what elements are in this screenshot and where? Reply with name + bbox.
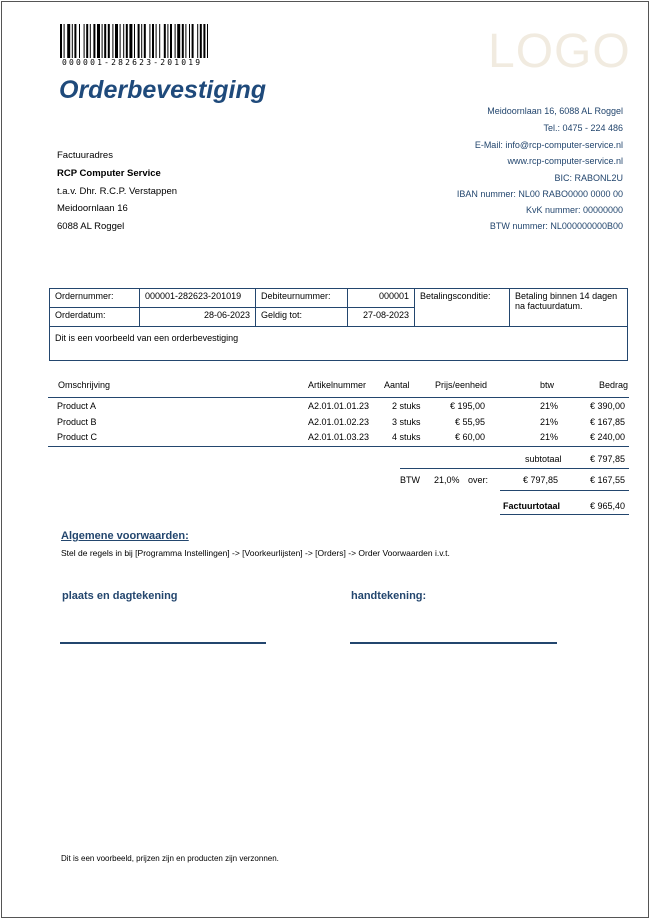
barcode: [60, 24, 282, 58]
billing-heading: Factuuradres: [57, 150, 113, 161]
vat-amount: € 167,55: [589, 475, 625, 485]
item-description: Product C: [57, 432, 98, 442]
subtotal-divider: [400, 468, 629, 469]
signature-line: [350, 642, 557, 644]
items-divider: [48, 446, 629, 447]
billing-street: Meidoornlaan 16: [57, 203, 128, 214]
col-unit-price: Prijs/eenheid: [435, 380, 488, 390]
vat-divider: [500, 490, 629, 491]
col-amount: Bedrag: [599, 380, 629, 390]
page: [1, 1, 649, 918]
item-vat: 21%: [539, 401, 558, 411]
header-divider: [48, 397, 629, 398]
vat-label: BTW: [400, 475, 420, 485]
col-quantity: Aantal: [384, 380, 410, 390]
total-label: Factuurtotaal: [503, 501, 561, 511]
item-unit-price: € 60,00: [454, 432, 485, 442]
debtor-number-label: Debiteurnummer:: [256, 289, 348, 308]
order-date-value: 28-06-2023: [140, 308, 256, 327]
order-note: Dit is een voorbeeld van een orderbevestiging: [50, 327, 628, 361]
order-date-label: Orderdatum:: [50, 308, 140, 327]
billing-company: RCP Computer Service: [57, 168, 161, 179]
terms-text: Stel de regels in bij [Programma Instellingen] -> [Voorkeurlijsten] -> [Orders] -> Order Voorwaarden i.v.t.: [61, 548, 450, 558]
col-article: Artikelnummer: [308, 380, 367, 390]
footer-note: Dit is een voorbeeld, prijzen zijn en producten zijn verzonnen.: [61, 854, 279, 863]
company-address: Meidoornlaan 16, 6088 AL Roggel: [487, 106, 623, 116]
item-article: A2.01.01.02.23: [308, 417, 370, 427]
billing-city: 6088 AL Roggel: [57, 221, 125, 232]
item-unit-price: € 55,95: [454, 417, 485, 427]
payment-condition-value: Betaling binnen 14 dagen na factuurdatum.: [510, 289, 628, 327]
item-vat: 21%: [539, 417, 558, 427]
vat-rate: 21,0%: [434, 475, 460, 485]
item-amount: € 167,85: [589, 417, 625, 427]
company-kvk: KvK nummer: 00000000: [525, 205, 623, 215]
item-quantity: 2 stuks: [392, 401, 421, 411]
company-phone: Tel.: 0475 - 224 486: [543, 123, 623, 133]
item-description: Product B: [57, 417, 97, 427]
logo-placeholder: LOGO: [488, 25, 631, 78]
item-article: A2.01.01.03.23: [308, 432, 370, 442]
company-bic: BIC: RABONL2U: [554, 173, 623, 183]
payment-condition-label: Betalingsconditie:: [415, 289, 510, 327]
valid-until-value: 27-08-2023: [348, 308, 415, 327]
order-info-table: [49, 288, 628, 361]
company-website: www.rcp-computer-service.nl: [507, 156, 623, 166]
barcode-number: 000001-282623-201019: [62, 58, 203, 67]
place-date-line: [60, 642, 266, 644]
company-btw: BTW nummer: NL000000000B00: [489, 221, 623, 231]
vat-over-label: over:: [468, 475, 489, 485]
item-amount: € 390,00: [589, 401, 625, 411]
signature-label: handtekening:: [351, 590, 427, 602]
order-number-label: Ordernummer:: [50, 289, 140, 308]
place-date-label: plaats en dagtekening: [62, 590, 178, 602]
item-amount: € 240,00: [589, 432, 625, 442]
col-description: Omschrijving: [58, 380, 111, 390]
billing-attention: t.a.v. Dhr. R.C.P. Verstappen: [57, 186, 178, 197]
company-iban: IBAN nummer: NL00 RABO0000 0000 00: [456, 189, 623, 199]
valid-until-label: Geldig tot:: [256, 308, 348, 327]
total-value: € 965,40: [589, 501, 625, 511]
item-article: A2.01.01.01.23: [308, 401, 370, 411]
vat-base: € 797,85: [522, 475, 558, 485]
item-unit-price: € 195,00: [449, 401, 485, 411]
debtor-number-value: 000001: [348, 289, 415, 308]
item-vat: 21%: [539, 432, 558, 442]
order-number-value: 000001-282623-201019: [140, 289, 256, 308]
terms-heading: Algemene voorwaarden:: [61, 530, 189, 542]
subtotal-value: € 797,85: [589, 454, 625, 464]
company-email: E-Mail: info@rcp-computer-service.nl: [474, 140, 623, 150]
subtotal-label: subtotaal: [525, 454, 562, 464]
item-quantity: 3 stuks: [392, 417, 421, 427]
col-vat: btw: [540, 380, 555, 390]
total-divider: [500, 514, 629, 515]
item-description: Product A: [57, 401, 97, 411]
document-title: Orderbevestiging: [59, 76, 266, 104]
item-quantity: 4 stuks: [392, 432, 421, 442]
